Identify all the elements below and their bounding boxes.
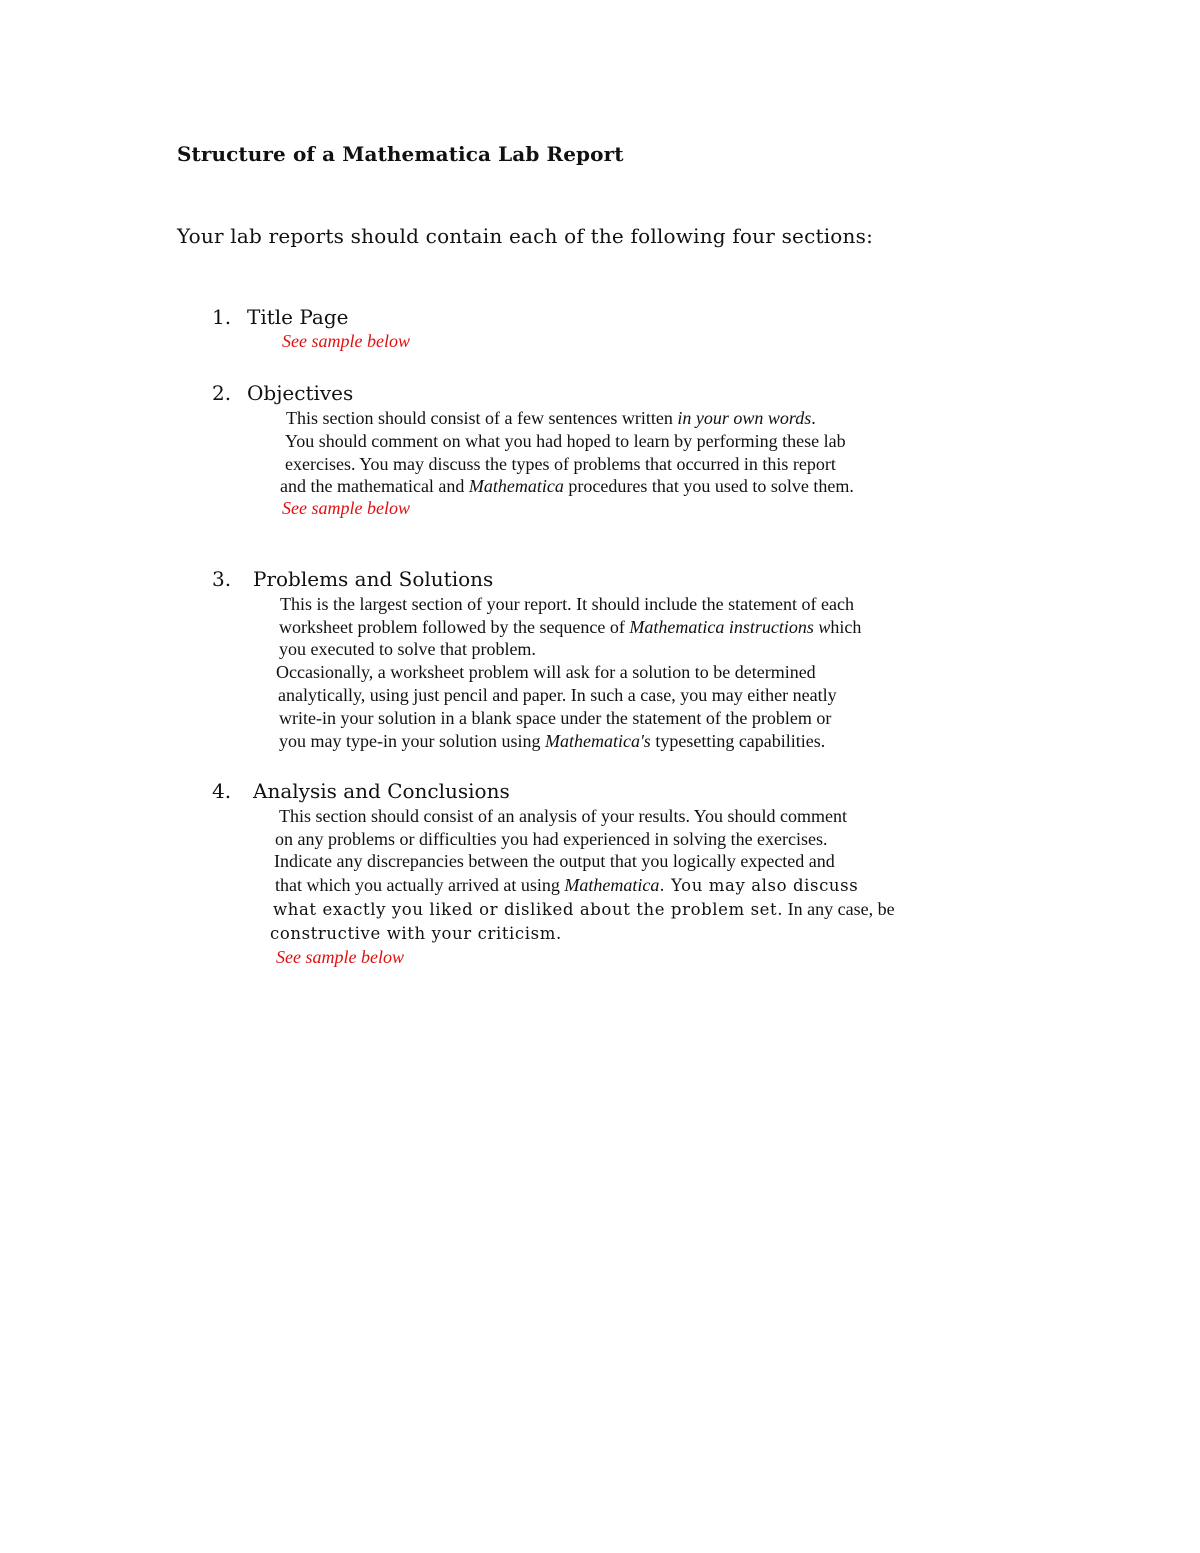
section-4-line-5: what exactly you liked or disliked about the problem set. In any case, be [273,899,895,919]
section-2-line-1: This section should consist of a few sentences written in your own words. [286,408,816,428]
section-3-line-4: Occasionally, a worksheet problem will ask for a solution to be determined [276,662,816,682]
section-4-title: Analysis and Conclusions [253,779,510,803]
section-2-number: 2. [212,381,232,405]
section-1-note: See sample below [282,331,410,351]
section-4-line-2: on any problems or difficulties you had experienced in solving the exercises. [275,829,828,849]
intro-paragraph: Your lab reports should contain each of the following four sections: [177,224,874,248]
section-4-number: 4. [212,779,232,803]
section-2-line-4: and the mathematical and Mathematica procedures that you used to solve them. [280,476,854,496]
document-title: Structure of a Mathematica Lab Report [177,142,624,166]
section-1-number: 1. [212,305,232,329]
section-4-line-4: that which you actually arrived at using Mathematica. You may also discuss [275,875,859,895]
section-3-line-6: write-in your solution in a blank space under the statement of the problem or [279,708,832,728]
section-4-line-1: This section should consist of an analysis of your results. You should comment [279,806,847,826]
section-2-title: Objectives [247,381,354,405]
section-3-line-2: worksheet problem followed by the sequence of Mathematica instructions which [279,617,862,637]
section-4-note: See sample below [276,947,404,967]
section-2-line-3: exercises. You may discuss the types of problems that occurred in this report [285,454,836,474]
section-3-line-1: This is the largest section of your report. It should include the statement of each [280,594,855,614]
section-1-title: Title Page [247,305,349,329]
section-3-line-7: you may type-in your solution using Mathematica's typesetting capabilities. [279,731,826,751]
section-2-line-2: You should comment on what you had hoped to learn by performing these lab [285,431,846,451]
section-3-line-3: you executed to solve that problem. [279,639,536,659]
section-4-line-3: Indicate any discrepancies between the output that you logically expected and [274,851,835,871]
section-2-note: See sample below [282,498,410,518]
section-4-line-6: constructive with your criticism. [270,924,562,943]
section-3-title: Problems and Solutions [253,567,494,591]
section-3-line-5: analytically, using just pencil and paper. In such a case, you may either neatly [278,685,837,705]
section-3-number: 3. [212,567,232,591]
